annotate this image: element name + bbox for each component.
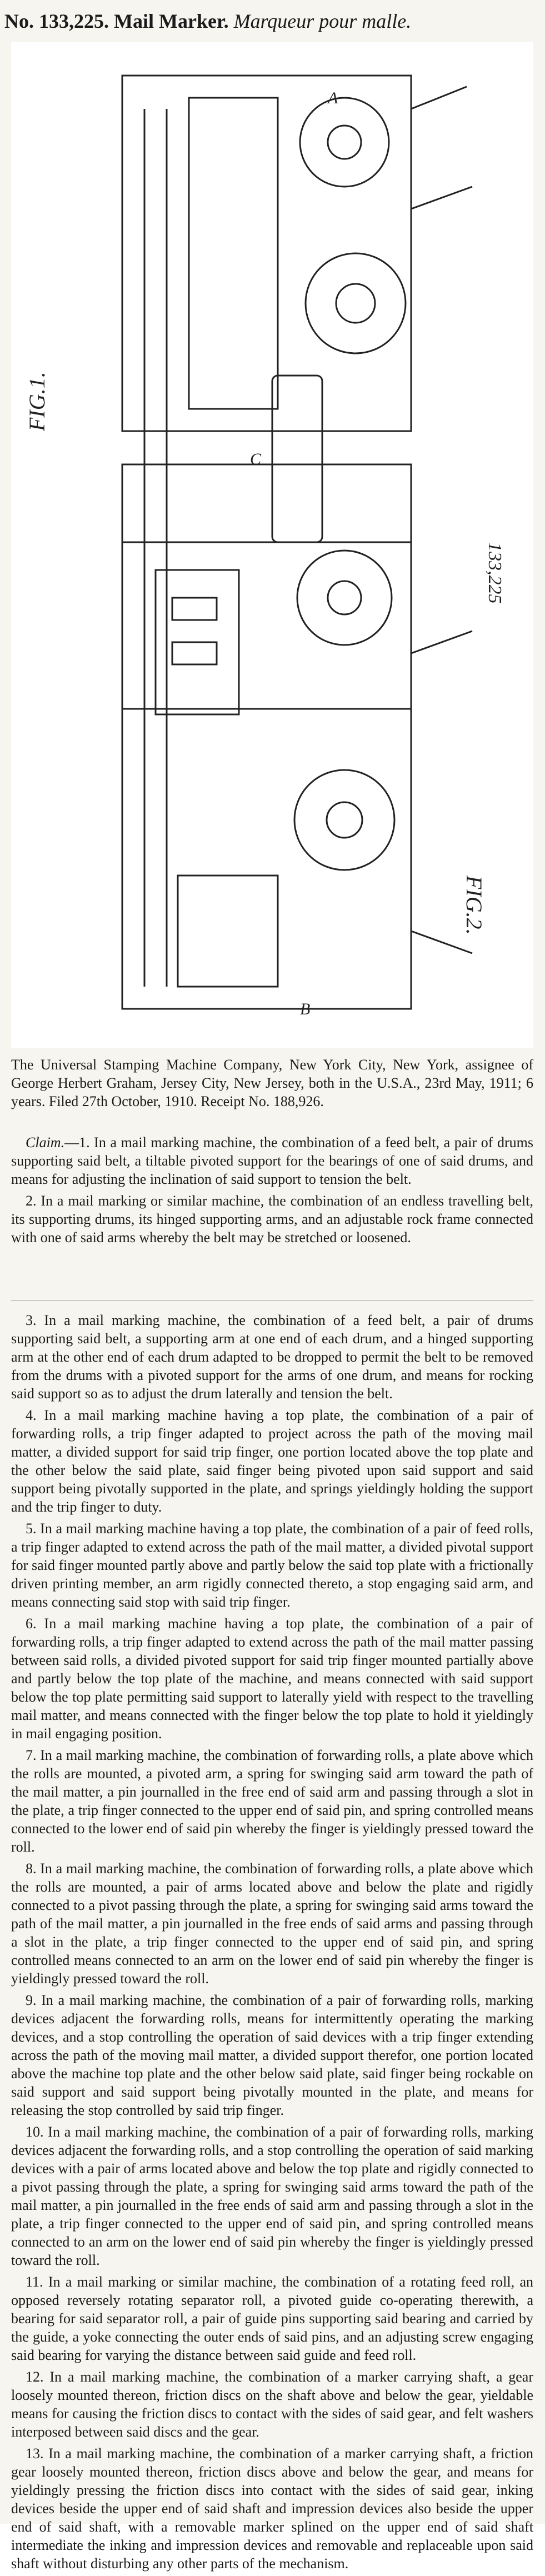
drawing-roll-2 bbox=[306, 253, 406, 353]
assignee-block bbox=[11, 1056, 533, 1114]
claim-10: 10. In a mail marking machine, the combination of a pair of forwarding rolls, marking devices adjacent the forwarding rolls, and a stop controlling the operation of said marking devices with a pair of arms located above and below the top plate and rigidly connected to a pivot passing through the plate, a spring for swinging said arms toward the path of the mail matter, a pin journalled in the free ends of said arm and passing through a slot in the plate, a trip finger connected to the upper end of said pin, and spring controlled means connected to an arm on the lower end of said pin whereby the finger is yieldingly pressed toward the roll. bbox=[11, 2124, 533, 2268]
drawing-roll-3 bbox=[297, 551, 392, 645]
claims-block-1 bbox=[11, 1133, 533, 1250]
assignee-text: The Universal Stamping Machine Company, New York City, New York, assignee of George Herbert Graham, Jersey City, New Jersey, both in the U.S.A., 23rd May, 1911; 6 years. Filed 27th October, 1910. Receipt No. 188,926. bbox=[11, 1057, 533, 1109]
drawing-frame-upper bbox=[122, 76, 411, 431]
fig1-label: FIG.1. bbox=[24, 372, 49, 431]
claim-6: 6. In a mail marking machine having a top plate, the combination of a pair of forwarding rolls, a trip finger adapted to extend across the path of the mail matter passing between said rolls, a divided pivoted support for said trip finger mounted partially above and partly below the top plate of the machine, and means connected with said support below the top plate permitting said support to laterally yield with respect to the travelling mail matter, and means connected with the finger below the top plate to hold it yieldingly in mail engaging position. bbox=[11, 1615, 533, 1742]
claim-label: Claim. bbox=[26, 1134, 65, 1151]
claim-8: 8. In a mail marking machine, the combination of forwarding rolls, a plate above which the rolls are mounted, a pair of arms located above and below the plate and rigidly connected to a pivot passing through the plate, a spring for swinging said arms toward the path of the mail matter, a pin journalled in the free ends of said arms and passing through a slot in the plate, a trip finger connected to the upper end of said pin, and spring controlled means connected to an arm on the lower end of said pin whereby the finger is yieldingly pressed toward the roll. bbox=[11, 1860, 533, 1987]
drawing-frame-lower bbox=[122, 464, 411, 1009]
claim-5: 5. In a mail marking machine having a top plate, the combination of a pair of feed rolls, a trip finger adapted to extend across the path of the mail matter, a divided pivotal support for said finger mounted partly above and partly below the said top plate with a frictionally driven printing member, an arm rigidly connected thereto, a stop engaging said arm, and means connecting said stop with said trip finger. bbox=[11, 1520, 533, 1610]
claim-13: 13. In a mail marking machine, the combination of a marker carrying shaft, a friction gear loosely mounted thereon, friction discs above and below the gear, and means for yieldingly pressing the friction discs into contact with the sides of said gear, inking devices beside the upper end of said shaft and impression devices also beside the upper end of said shaft, with a removable marker splined on the upper end of said shaft intermediate the inking and impression devices and removable and replaceable upon said shaft without disturbing any other parts of the mechanism. bbox=[11, 2445, 533, 2572]
drawing-roll-1 bbox=[300, 98, 389, 187]
claim-9: 9. In a mail marking machine, the combination of a pair of forwarding rolls, marking devices adjacent the forwarding rolls, means for intermittently operating the marking devices, and a stop controlling the operation of said devices with a trip finger extending across the path of the moving mail matter, a divided support therefor, one portion located above the machine top plate and the other below said plate, said finger being rockable on said support and said support being pivotally mounted in the plate, and means for releasing the stop controlled by said trip finger. bbox=[11, 1992, 533, 2118]
ref-label-a: A bbox=[328, 89, 338, 107]
mechanism-drawing bbox=[11, 42, 533, 1048]
claim-11: 11. In a mail marking or similar machine, the combination of a rotating feed roll, an opposed reversely rotating separator roll, a pivoted guide co-operating therewith, a bearing for said separator roll, a pair of guide pins supporting said bearing and carried by the guide, a yoke connecting the outer ends of said pins, and an adjusting screw engaging said bearing for varying the distance between said guide and feed roll. bbox=[11, 2274, 533, 2363]
drawing-plate bbox=[189, 98, 278, 409]
claim-2: 2. In a mail marking or similar machine, the combination of an endless travelling belt, its supporting drums, its hinged supporting arms, and an adjustable rock frame connected with one of said arms whereby the belt may be stretched or loosened. bbox=[11, 1193, 533, 1246]
claim-3: 3. In a mail marking machine, the combination of a feed belt, a pair of drums supporting said belt, a supporting arm at one end of each drum, and a hinged supporting arm at the other end of each drum adapted to be dropped to permit the belt to be removed from the drums with a pivoted support for the arms of one drum, and means for rocking said support so as to adjust the drum laterally and tension the belt. bbox=[11, 1312, 533, 1402]
patent-drawing bbox=[11, 42, 533, 1048]
patent-number: No. 133,225. bbox=[4, 10, 109, 32]
fig2-label: FIG.2. bbox=[462, 876, 487, 935]
claim-12: 12. In a mail marking machine, the combination of a marker carrying shaft, a gear loosely mounted thereon, friction discs on the shaft above and below the gear, yieldable means for causing the friction discs to contact with the sides of said gear, and felt washers interposed between said discs and the gear. bbox=[11, 2369, 533, 2440]
claim-1: Claim.—1. In a mail marking machine, the combination of a feed belt, a pair of drums supporting said belt, a tiltable pivoted support for the bearings of one of said drums, and means for adjusting the inclination of said support to tension the belt. bbox=[11, 1134, 533, 1187]
claim-4: 4. In a mail marking machine having a top plate, the combination of a pair of forwarding rolls, a trip finger adapted to project across the path of the moving mail matter, a divided support for said trip finger, one portion located above the top plate and the other below the said plate, said finger being pivoted upon said support and said support being pivotally supported in the plate, and springs yieldingly holding the support and the trip finger to duty. bbox=[11, 1407, 533, 1515]
patent-header bbox=[4, 4, 538, 38]
ref-label-b: B bbox=[300, 1000, 311, 1018]
drawing-roll-4 bbox=[294, 770, 394, 870]
patent-title: Mail Marker. bbox=[114, 10, 229, 32]
drawing-cylinder bbox=[272, 376, 322, 542]
claim-7: 7. In a mail marking machine, the combination of forwarding rolls, a plate above which the rolls are mounted, a pivoted arm, a spring for swinging said arm toward the path of the mail matter, a pin journalled in the free end of said arm and passing through a slot in the plate, a trip finger connected to the upper end of said pin, and spring controlled means connected to the lower end of said pin whereby the finger is yieldingly pressed toward the roll. bbox=[11, 1747, 533, 1855]
drawing-number-label: 133,225 bbox=[484, 542, 505, 604]
claims-block-2 bbox=[11, 1311, 533, 2576]
divider bbox=[11, 1300, 533, 1301]
ref-label-c: C bbox=[250, 450, 262, 468]
patent-title-french: Marqueur pour malle. bbox=[233, 10, 412, 32]
